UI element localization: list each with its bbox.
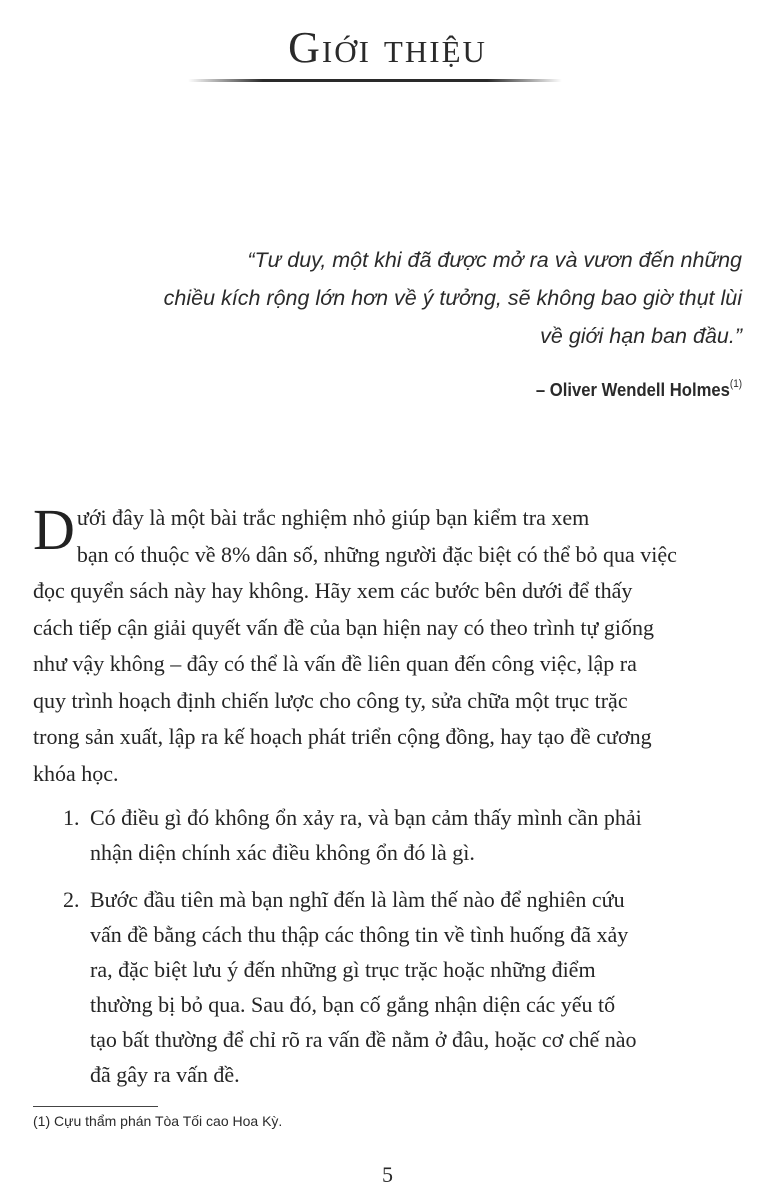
step-text bbox=[90, 800, 745, 870]
epigraph-line: chiều kích rộng lớn hơn về ý tưởng, sẽ không bao giờ thụt lùi bbox=[163, 286, 742, 310]
chapter-title: Giới thiệu bbox=[288, 23, 487, 72]
epigraph-line: về giới hạn ban đầu.” bbox=[540, 324, 742, 348]
intro-line: quy trình hoạch định chiến lược cho công ty, sửa chữa một trục trặc bbox=[33, 687, 628, 713]
list-item bbox=[33, 800, 745, 870]
step-text bbox=[90, 882, 745, 1092]
page-number: 5 bbox=[382, 1162, 393, 1187]
step-number: 1. bbox=[63, 805, 80, 830]
step-line: thường bị bỏ qua. Sau đó, bạn cố gắng nhận diện các yếu tố bbox=[90, 992, 616, 1017]
epigraph-line: “Tư duy, một khi đã được mở ra và vươn đến những bbox=[247, 248, 742, 272]
step-line: vấn đề bằng cách thu thập các thông tin về tình huống đã xảy bbox=[90, 922, 629, 947]
intro-line: như vậy không – đây có thể là vấn đề liên quan đến công việc, lập ra bbox=[33, 651, 637, 676]
step-line: ra, đặc biệt lưu ý đến những gì trục trặc hoặc những điểm bbox=[90, 957, 596, 982]
step-line: Bước đầu tiên mà bạn nghĩ đến là làm thế nào để nghiên cứu bbox=[90, 887, 625, 912]
epigraph-attribution bbox=[536, 379, 742, 401]
intro-line: đọc quyển sách này hay không. Hãy xem các bước bên dưới để thấy bbox=[33, 578, 633, 603]
title-underline bbox=[188, 79, 562, 82]
step-line: nhận diện chính xác điều không ổn đó là gì. bbox=[90, 840, 475, 865]
step-line: tạo bất thường để chỉ rõ ra vấn đề nằm ở đâu, hoặc cơ chế nào bbox=[90, 1027, 637, 1052]
intro-line: trong sản xuất, lập ra kế hoạch phát triển cộng đồng, hay tạo đề cương bbox=[33, 724, 652, 749]
footnote-divider bbox=[33, 1106, 158, 1107]
intro-paragraph bbox=[33, 497, 745, 792]
intro-line: cách tiếp cận giải quyết vấn đề của bạn hiện nay có theo trình tự giống bbox=[33, 614, 654, 640]
drop-cap: D bbox=[33, 497, 75, 562]
step-number: 2. bbox=[63, 887, 80, 912]
epigraph-author: – Oliver Wendell Holmes bbox=[535, 379, 730, 400]
intro-line: ưới đây là một bài trắc nghiệm nhỏ giúp bạn kiểm tra xem bbox=[76, 505, 590, 530]
epigraph-quote bbox=[120, 241, 742, 355]
footnote: (1) Cựu thẩm phán Tòa Tối cao Hoa Kỳ. bbox=[33, 1113, 283, 1129]
step-line: Có điều gì đó không ổn xảy ra, và bạn cảm thấy mình cần phải bbox=[90, 805, 642, 830]
list-item bbox=[33, 882, 745, 1092]
intro-line: khóa học. bbox=[33, 760, 119, 786]
intro-line: bạn có thuộc về 8% dân số, những người đặc biệt có thể bỏ qua việc bbox=[76, 541, 677, 567]
step-line: đã gây ra vấn đề. bbox=[90, 1062, 240, 1087]
footnote-reference: (1) bbox=[729, 377, 742, 390]
